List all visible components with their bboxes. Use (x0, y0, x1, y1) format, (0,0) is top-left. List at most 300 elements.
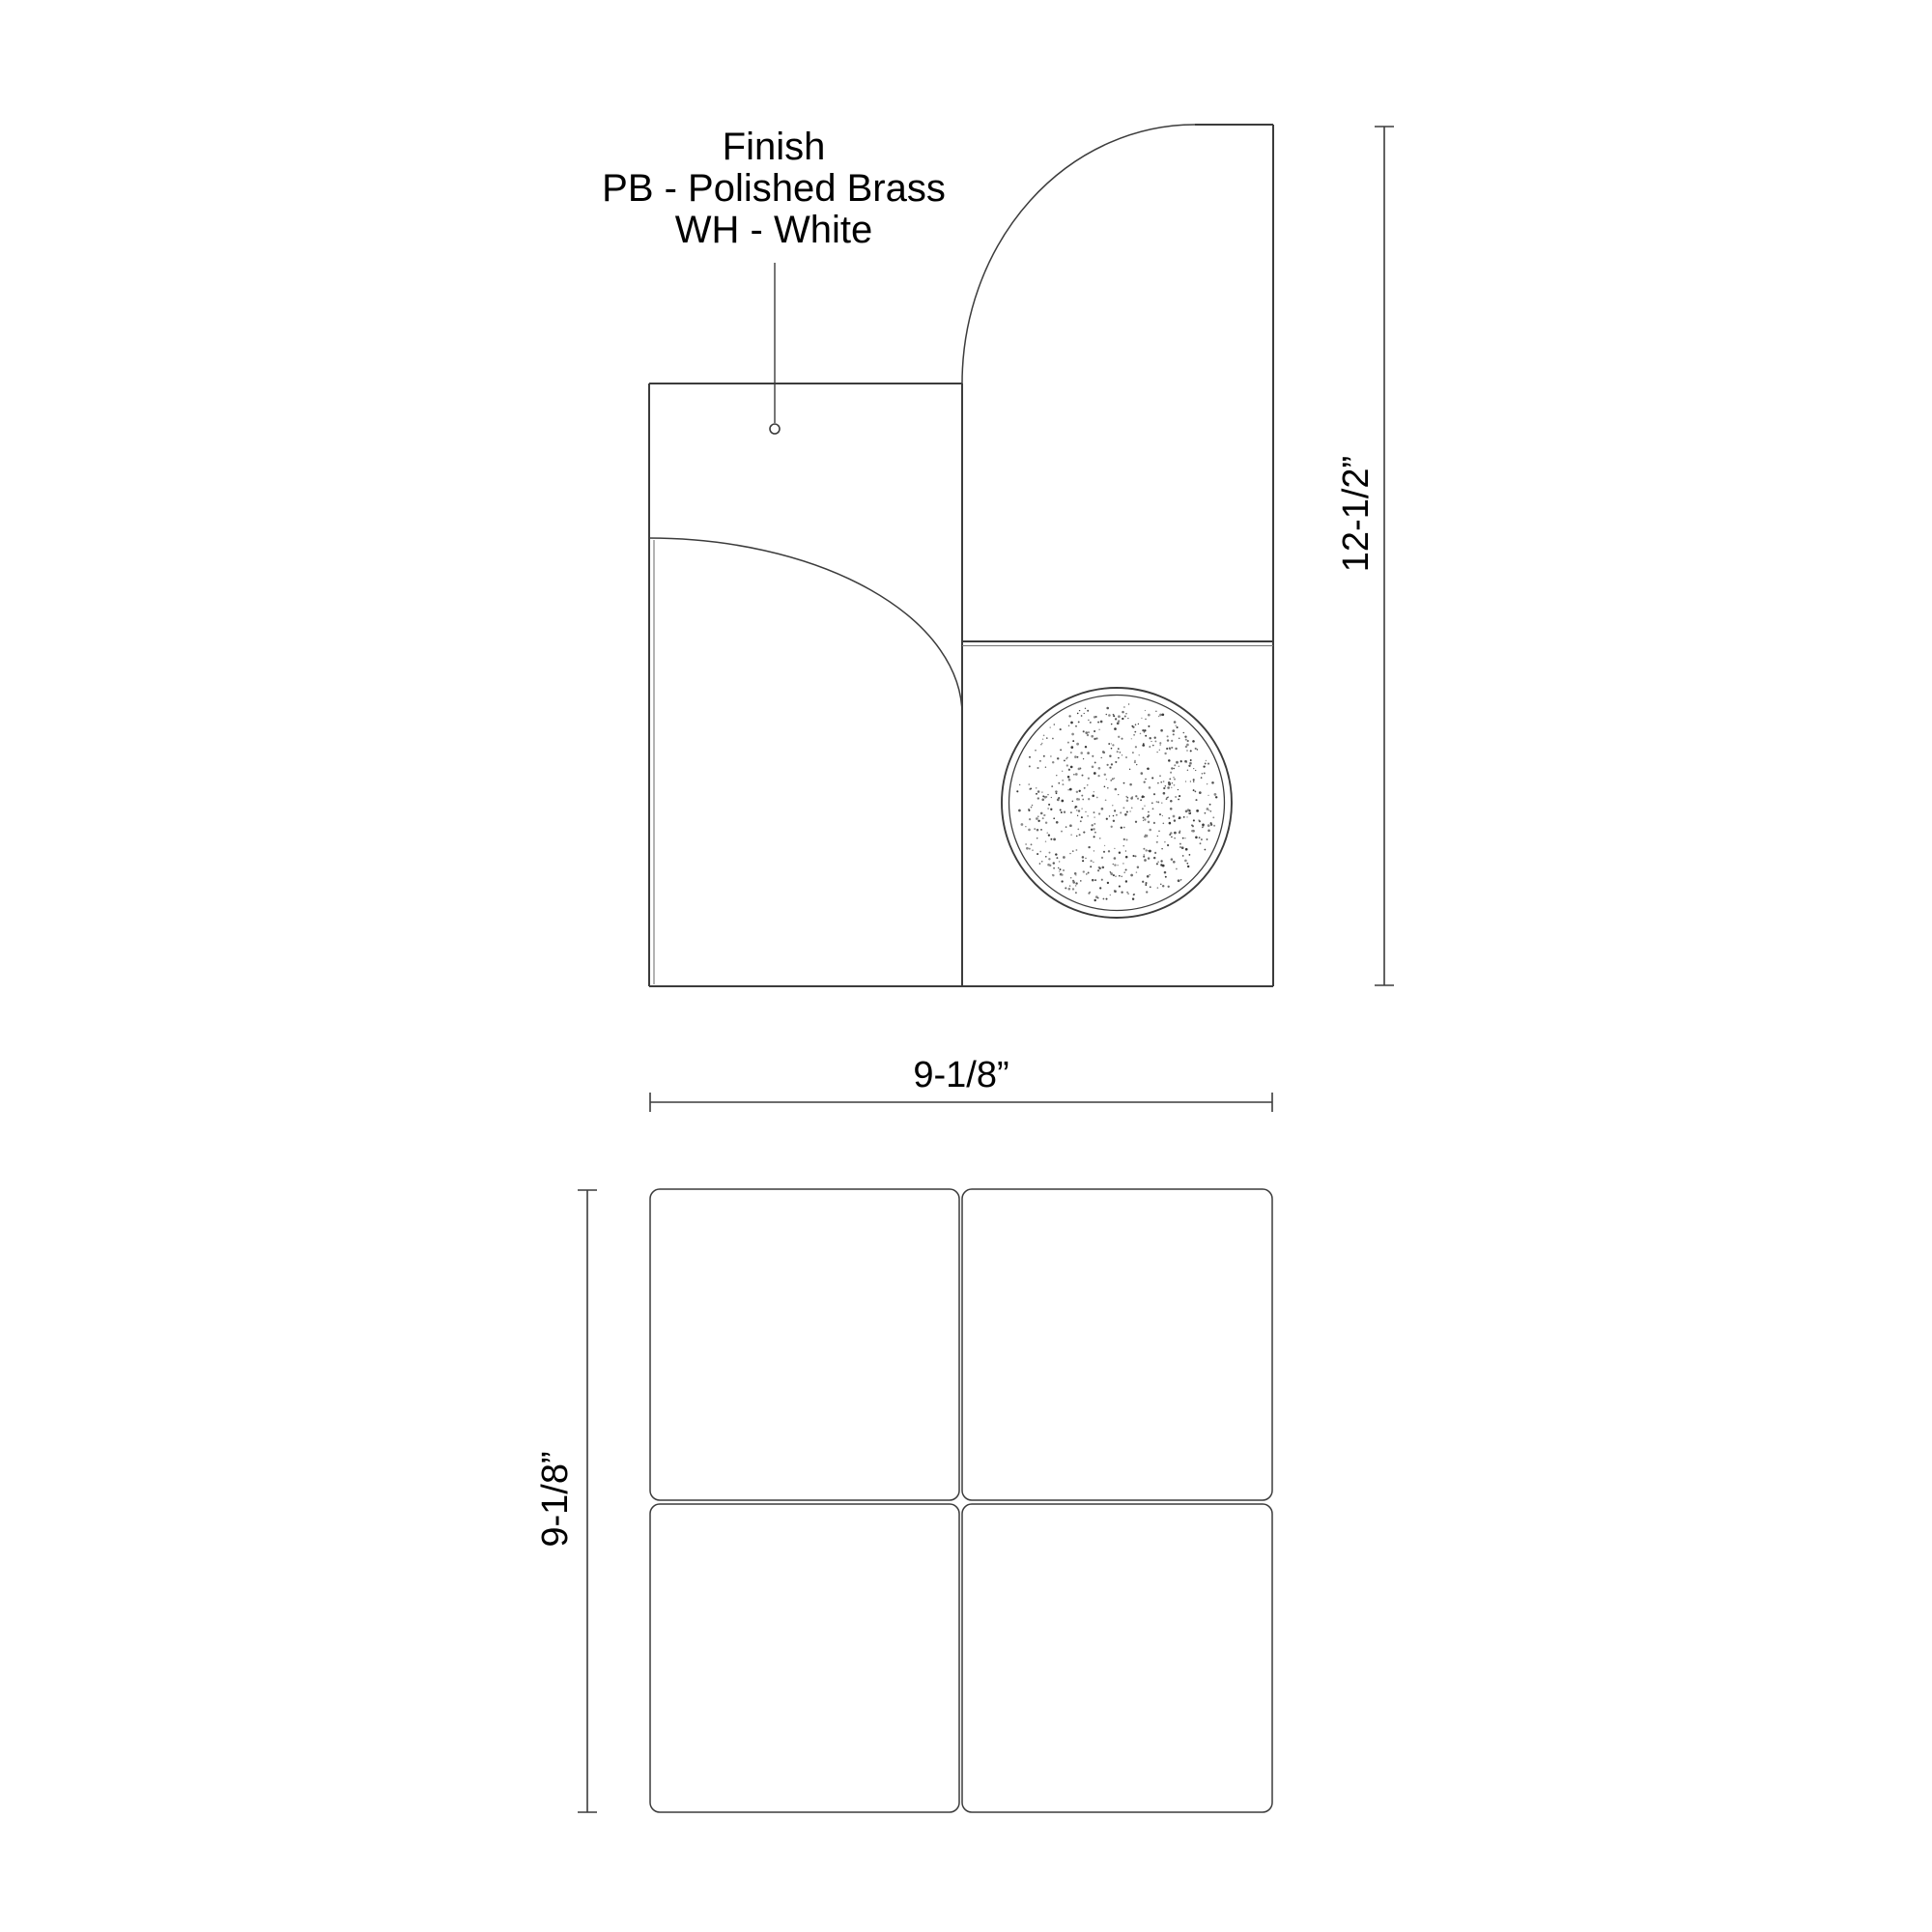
stipple-dot (1166, 798, 1168, 800)
stipple-dot (1117, 751, 1119, 753)
stipple-dot (1135, 795, 1137, 797)
stipple-dot (1112, 805, 1113, 806)
stipple-dot (1085, 746, 1087, 748)
stipple-dot (1103, 898, 1105, 900)
stipple-dot (1174, 768, 1176, 770)
diffuser (1002, 688, 1232, 918)
stipple-dot (1080, 820, 1082, 822)
stipple-dot (1116, 814, 1118, 816)
stipple-dot (1126, 811, 1128, 813)
stipple-dot (1172, 782, 1173, 783)
stipple-dot (1092, 795, 1094, 798)
stipple-dot (1144, 731, 1145, 732)
stipple-dot (1036, 793, 1037, 795)
stipple-dot (1061, 880, 1063, 882)
stipple-dot (1076, 836, 1078, 838)
stipple-dot (1106, 714, 1108, 716)
stipple-dot (1148, 821, 1151, 824)
stipple-dot (1072, 740, 1074, 742)
stipple-dot (1180, 879, 1182, 881)
stipple-dot (1158, 830, 1160, 832)
diffuser-outer-ring (1002, 688, 1232, 918)
stipple-dot (1063, 856, 1065, 859)
stipple-dot (1025, 843, 1027, 845)
stipple-dot (1163, 787, 1165, 789)
stipple-dot (1176, 725, 1177, 726)
stipple-dot (1212, 816, 1214, 818)
stipple-dot (1192, 740, 1195, 743)
finish-note-title: Finish (722, 126, 826, 168)
stipple-dot (1050, 726, 1051, 727)
stipple-dot (1075, 773, 1078, 776)
stipple-dot (1070, 766, 1073, 769)
stipple-dot (1184, 760, 1187, 763)
stipple-dot (1046, 737, 1048, 739)
stipple-dot (1050, 755, 1051, 756)
stipple-dot (1059, 870, 1060, 871)
stipple-dot (1075, 849, 1077, 851)
stipple-dot (1172, 729, 1175, 732)
stipple-dot (1199, 791, 1202, 794)
stipple-dot (1091, 735, 1094, 738)
stipple-dot (1042, 739, 1043, 740)
stipple-dot (1174, 779, 1176, 781)
stipple-dot (1135, 724, 1137, 725)
stipple-dot (1068, 769, 1070, 771)
stipple-dot (1145, 884, 1147, 886)
stipple-dot (1045, 766, 1046, 767)
stipple-dot (1072, 880, 1074, 882)
stipple-dot (1041, 743, 1042, 744)
stipple-dot (1049, 852, 1051, 854)
stipple-dot (1142, 744, 1145, 747)
stipple-dot (1096, 797, 1098, 799)
stipple-dot (1129, 783, 1132, 786)
stipple-dot (1045, 821, 1047, 823)
stipple-dot (1043, 814, 1045, 816)
stipple-dot (1154, 740, 1156, 742)
stipple-dot (1060, 810, 1062, 811)
stipple-dot (1071, 733, 1074, 736)
stipple-dot (1145, 719, 1147, 721)
stipple-dot (1160, 781, 1162, 783)
stipple-dot (1132, 897, 1134, 899)
dim-front-width (650, 1055, 1272, 1112)
stipple-dot (1097, 897, 1099, 899)
stipple-dot (1208, 763, 1209, 765)
stipple-dot (1173, 777, 1174, 778)
stipple-dot (1128, 703, 1129, 704)
stipple-dot (1185, 739, 1187, 741)
stipple-dot (1029, 818, 1031, 820)
stipple-dot (1125, 713, 1126, 714)
stipple-dot (1165, 785, 1167, 787)
stipple-dot (1195, 837, 1198, 839)
stipple-dot (1121, 876, 1122, 878)
stipple-dot (1160, 860, 1162, 862)
stipple-dot (1140, 733, 1142, 735)
stipple-dot (1131, 725, 1133, 727)
stipple-dot (1094, 730, 1095, 732)
stipple-dot (1068, 724, 1070, 726)
stipple-dot (1186, 750, 1187, 751)
stipple-dot (1123, 827, 1125, 829)
stipple-dot (1113, 714, 1115, 716)
stipple-dot (1045, 856, 1047, 858)
stipple-dot (1123, 782, 1125, 784)
stipple-dot (1200, 842, 1202, 844)
stipple-dot (1063, 869, 1065, 871)
stipple-dot (1036, 817, 1038, 820)
stipple-dot (1083, 758, 1084, 759)
stipple-dot (1179, 816, 1181, 819)
stipple-dot (1078, 768, 1081, 771)
stipple-dot (1114, 864, 1116, 866)
stipple-dot (1098, 812, 1100, 814)
stipple-dot (1081, 816, 1083, 818)
stipple-dot (1079, 710, 1080, 711)
stipple-dot (1178, 789, 1179, 790)
stipple-dot (1150, 874, 1151, 875)
finish-leader-dot (770, 424, 780, 434)
stipple-dot (1031, 807, 1033, 809)
stipple-dot (1108, 850, 1110, 852)
stipple-dot (1178, 879, 1180, 882)
stipple-dot (1059, 861, 1061, 863)
stipple-dot (1141, 718, 1142, 719)
stipple-dot (1143, 820, 1144, 821)
stipple-dot (1143, 796, 1145, 798)
stipple-dot (1214, 793, 1217, 796)
stipple-dot (1121, 738, 1122, 740)
stipple-dot (1152, 745, 1154, 747)
stipple-dot (1132, 855, 1134, 857)
stipple-dot (1163, 823, 1165, 825)
stipple-dot (1172, 747, 1173, 748)
stipple-dot (1025, 826, 1026, 827)
stipple-dot (1057, 757, 1059, 759)
stipple-dot (1030, 788, 1032, 790)
stipple-dot (1185, 848, 1188, 851)
stipple-dot (1082, 860, 1084, 862)
stipple-dot (1081, 715, 1083, 717)
stipple-dot (1051, 785, 1053, 787)
stipple-dot (1130, 874, 1133, 877)
stipple-dot (1047, 794, 1048, 795)
stipple-dot (1189, 811, 1191, 813)
top-view-square-top-left (650, 1189, 959, 1500)
stipple-dot (1092, 766, 1094, 769)
stipple-dot (1171, 740, 1173, 742)
stipple-dot (1081, 795, 1083, 797)
stipple-dot (1134, 760, 1135, 761)
stipple-dot (1144, 781, 1146, 782)
stipple-dot (1108, 714, 1111, 717)
stipple-dot (1109, 815, 1110, 816)
stipple-dot (1148, 714, 1151, 717)
stipple-dot (1093, 862, 1094, 863)
stipple-dot (1118, 736, 1120, 738)
stipple-dot (1036, 787, 1037, 789)
stipple-dot (1045, 840, 1046, 841)
stipple-dot (1088, 872, 1090, 874)
stipple-dot (1149, 786, 1151, 789)
stipple-dot (1067, 742, 1069, 744)
stipple-dot (1195, 770, 1196, 771)
stipple-dot (1110, 780, 1112, 781)
stipple-dot (1161, 802, 1162, 803)
stipple-dot (1143, 848, 1145, 850)
stipple-dot (1088, 720, 1089, 721)
stipple-dot (1115, 875, 1117, 877)
dim-top-depth (535, 1190, 597, 1812)
stipple-dot (1201, 838, 1203, 840)
stipple-dot (1087, 734, 1089, 736)
stipple-dot (1157, 782, 1159, 784)
stipple-dot (1193, 768, 1194, 769)
stipple-dot (1037, 820, 1039, 822)
stipple-dot (1179, 766, 1180, 768)
stipple-dot (1187, 866, 1189, 867)
stipple-dot (1137, 867, 1139, 868)
stipple-dot (1144, 729, 1146, 731)
stipple-dot (1041, 799, 1044, 802)
stipple-dot (1169, 779, 1171, 781)
stipple-dot (1094, 879, 1096, 881)
stipple-dot (1086, 873, 1088, 875)
stipple-dot (1035, 750, 1037, 752)
stipple-dot (1123, 838, 1125, 840)
stipple-dot (1186, 744, 1189, 747)
finish-note (602, 126, 946, 434)
stipple-dot (1101, 757, 1102, 758)
stipple-dot (1205, 762, 1207, 764)
stipple-dot (1069, 824, 1072, 827)
stipple-dot (1097, 869, 1099, 871)
stipple-dot (1070, 877, 1071, 878)
stipple-dot (1148, 850, 1149, 851)
stipple-dot (1179, 846, 1181, 848)
stipple-dot (1150, 886, 1151, 888)
stipple-dot (1050, 838, 1052, 840)
stipple-dot (1039, 851, 1041, 853)
stipple-dot (1179, 831, 1181, 833)
stipple-dot (1205, 812, 1207, 814)
stipple-dot (1090, 722, 1092, 724)
stipple-dot (1070, 834, 1072, 836)
stipple-dot (1065, 826, 1067, 828)
stipple-dot (1106, 779, 1107, 780)
stipple-dot (1067, 776, 1070, 779)
stipple-dot (1154, 852, 1156, 854)
stipple-dot (1179, 795, 1180, 797)
stipple-dot (1054, 724, 1056, 725)
stipple-dot (1110, 872, 1112, 874)
stipple-dot (1168, 797, 1169, 798)
finish-note-option-wh: WH - White (674, 209, 873, 251)
stipple-dot (1077, 815, 1078, 816)
stipple-dot (1205, 849, 1207, 851)
stipple-dot (1075, 725, 1077, 727)
stipple-dot (1143, 817, 1145, 819)
stipple-dot (1037, 767, 1038, 769)
stipple-dot (1162, 885, 1164, 887)
stipple-dot (1163, 792, 1166, 795)
stipple-dot (1107, 882, 1109, 884)
stipple-dot (1106, 898, 1108, 900)
stipple-dot (1040, 829, 1042, 831)
stipple-dot (1173, 861, 1176, 864)
stipple-dot (1184, 736, 1186, 738)
stipple-dot (1077, 829, 1079, 831)
stipple-dot (1080, 880, 1082, 882)
stipple-dot (1196, 810, 1199, 812)
stipple-dot (1136, 764, 1137, 765)
stipple-dot (1079, 834, 1081, 836)
stipple-dot (1118, 757, 1120, 759)
diffuser-inner-ring (1009, 696, 1225, 911)
stipple-dot (1062, 874, 1064, 876)
stipple-dot (1185, 810, 1188, 812)
stipple-dot (1048, 804, 1050, 806)
stipple-dot (1094, 836, 1095, 838)
stipple-dot (1067, 789, 1068, 790)
stipple-dot (1075, 806, 1077, 808)
stipple-dot (1085, 811, 1086, 812)
stipple-dot (1199, 820, 1201, 822)
stipple-dot (1109, 754, 1111, 756)
stipple-dot (1075, 892, 1077, 894)
stipple-dot (1094, 823, 1095, 825)
stipple-dot (1167, 786, 1170, 789)
stipple-dot (1056, 821, 1059, 824)
stipple-dot (1055, 790, 1057, 792)
stipple-dot (1122, 863, 1124, 865)
stipple-dot (1070, 811, 1072, 813)
diffuser-stipple (1016, 703, 1217, 901)
stipple-dot (1080, 752, 1083, 754)
stipple-dot (1215, 796, 1217, 798)
stipple-dot (1072, 888, 1074, 890)
stipple-dot (1207, 838, 1208, 840)
stipple-dot (1107, 787, 1109, 789)
front-view (649, 125, 1273, 986)
stipple-dot (1125, 850, 1126, 851)
stipple-dot (1061, 831, 1063, 833)
stipple-dot (1156, 801, 1157, 802)
stipple-dot (1084, 787, 1086, 789)
stipple-dot (1106, 818, 1108, 820)
stipple-dot (1064, 760, 1065, 762)
stipple-dot (1195, 748, 1197, 750)
stipple-dot (1145, 710, 1146, 711)
stipple-dot (1131, 807, 1133, 809)
stipple-dot (1053, 867, 1055, 869)
stipple-dot (1083, 870, 1085, 872)
stipple-dot (1117, 722, 1120, 724)
stipple-dot (1144, 859, 1147, 862)
stipple-dot (1171, 837, 1173, 838)
stipple-dot (1125, 868, 1127, 870)
stipple-dot (1075, 885, 1076, 886)
stipple-dot (1113, 874, 1115, 876)
stipple-dot (1082, 775, 1084, 777)
stipple-dot (1040, 812, 1043, 815)
stipple-dot (1152, 808, 1154, 810)
stipple-dot (1028, 829, 1031, 832)
stipple-dot (1118, 748, 1120, 750)
stipple-dot (1153, 822, 1155, 824)
top-view-square-bottom-left (650, 1504, 959, 1812)
stipple-dot (1189, 762, 1192, 765)
stipple-dot (1070, 722, 1073, 724)
stipple-dot (1159, 750, 1160, 751)
stipple-dot (1151, 802, 1153, 804)
stipple-dot (1168, 759, 1171, 762)
stipple-dot (1173, 733, 1175, 735)
stipple-dot (1189, 854, 1191, 856)
stipple-dot (1148, 814, 1150, 816)
stipple-dot (1158, 716, 1159, 717)
stipple-dot (1155, 711, 1156, 712)
stipple-dot (1179, 737, 1180, 739)
stipple-dot (1191, 830, 1194, 833)
stipple-dot (1199, 837, 1201, 838)
stipple-dot (1093, 828, 1094, 830)
stipple-dot (1204, 772, 1206, 774)
stipple-dot (1184, 860, 1187, 863)
stipple-dot (1095, 716, 1097, 718)
stipple-dot (1031, 843, 1033, 845)
stipple-dot (1077, 756, 1079, 758)
stipple-dot (1183, 816, 1185, 818)
stipple-dot (1167, 739, 1169, 741)
stipple-dot (1174, 784, 1176, 786)
stipple-dot (1092, 755, 1094, 757)
stipple-dot (1087, 815, 1089, 817)
stipple-dot (1153, 793, 1155, 795)
stipple-dot (1094, 772, 1096, 775)
stipple-dot (1213, 825, 1215, 827)
stipple-dot (1113, 864, 1115, 866)
stipple-dot (1162, 865, 1165, 867)
stipple-dot (1193, 779, 1195, 781)
stipple-dot (1050, 809, 1052, 810)
stipple-dot (1060, 868, 1062, 870)
dim-front-height (1336, 127, 1394, 985)
stipple-dot (1119, 875, 1121, 877)
stipple-dot (1175, 796, 1176, 797)
stipple-dot (1125, 796, 1127, 798)
stipple-dot (1114, 778, 1116, 780)
stipple-dot (1087, 752, 1090, 754)
stipple-dot (1149, 746, 1151, 748)
stipple-dot (1171, 767, 1173, 769)
stipple-dot (1053, 862, 1055, 864)
stipple-dot (1073, 774, 1075, 776)
stipple-dot (1134, 855, 1136, 857)
stipple-dot (1082, 799, 1084, 801)
stipple-dot (1147, 767, 1150, 770)
stipple-dot (1107, 764, 1109, 766)
stipple-dot (1182, 732, 1184, 734)
front-upper-right-panel-corner-arc (962, 125, 1195, 384)
stipple-dot (1159, 744, 1161, 746)
stipple-dot (1087, 710, 1089, 712)
stipple-dot (1131, 738, 1132, 739)
stipple-dot (1062, 771, 1063, 772)
stipple-dot (1062, 783, 1064, 785)
